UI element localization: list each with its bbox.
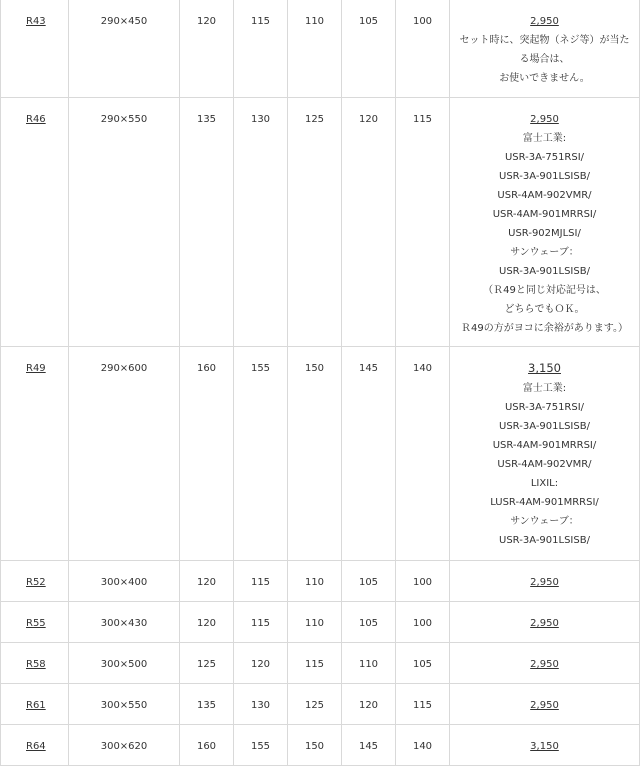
model-code-cell [1,561,69,602]
dimension-cell: 130 [234,684,288,725]
dimension-cell: 100 [396,0,450,98]
table-row [1,602,640,643]
table-row [1,643,640,684]
note-line: USR-902MJLSI/ [508,228,581,239]
price-link[interactable]: 2,950 [530,16,559,27]
note-line: る場合は、 [519,54,570,65]
dimension-cell: 100 [396,602,450,643]
dimension-cell: 105 [342,0,396,98]
dimension-cell: 120 [180,561,234,602]
model-code-link[interactable]: R46 [26,114,46,125]
table-row [1,725,640,766]
dimension-cell: 160 [180,725,234,766]
table-row [1,684,640,725]
note-line: Ｒ49の方がヨコに余裕があります。） [461,323,628,334]
dimension-cell: 160 [180,347,234,561]
note-line: お使いできません。 [499,73,590,84]
dimension-cell: 115 [234,0,288,98]
model-code-cell [1,347,69,561]
dimension-cell: 155 [234,725,288,766]
model-code-link[interactable]: R55 [26,618,46,629]
price-note-cell [450,643,640,684]
model-code-cell [1,643,69,684]
table-row [1,561,640,602]
dimension-cell: 120 [342,684,396,725]
price-note-cell [450,725,640,766]
note-line: サンウェーブ： [510,247,579,258]
dimension-cell: 125 [180,643,234,684]
price-link[interactable]: 2,950 [530,577,559,588]
size-cell: 290×450 [69,0,180,98]
size-cell: 290×550 [69,98,180,347]
price-note-cell [450,98,640,347]
note-line: セット時に、突起物（ネジ等）が当た [459,35,630,46]
dimension-cell: 120 [180,602,234,643]
model-code-link[interactable]: R52 [26,577,46,588]
note-line: サンウェーブ： [510,516,579,527]
note-line: LUSR-4AM-901MRRSI/ [490,497,599,508]
dimension-cell: 125 [288,98,342,347]
dimension-cell: 115 [396,684,450,725]
dimension-cell: 110 [288,0,342,98]
dimension-cell: 115 [288,643,342,684]
note-line: どちらでもＯＫ。 [504,304,585,315]
table-row [1,347,640,561]
size-cell: 300×430 [69,602,180,643]
note-line: USR-3A-901LSISB/ [499,171,590,182]
model-code-link[interactable]: R64 [26,741,46,752]
dimension-cell: 125 [288,684,342,725]
dimension-cell: 115 [396,98,450,347]
dimension-cell: 110 [342,643,396,684]
note-line: USR-4AM-902VMR/ [497,459,592,470]
price-link[interactable]: 3,150 [528,361,561,375]
model-code-cell [1,602,69,643]
note-line: USR-4AM-902VMR/ [497,190,592,201]
price-note-cell [450,0,640,98]
size-cell: 300×550 [69,684,180,725]
note-line: （Ｒ49と同じ対応記号は、 [483,285,606,296]
price-link[interactable]: 3,150 [530,741,559,752]
dimension-cell: 130 [234,98,288,347]
note-line: LIXIL: [530,478,559,489]
model-code-cell [1,98,69,347]
dimension-cell: 145 [342,725,396,766]
table-row [1,98,640,347]
dimension-cell: 115 [234,602,288,643]
price-note-cell [450,602,640,643]
dimension-cell: 150 [288,725,342,766]
price-link[interactable]: 2,950 [530,114,559,125]
dimension-cell: 120 [234,643,288,684]
note-line: USR-4AM-901MRRSI/ [492,209,597,220]
note-line: USR-4AM-901MRRSI/ [492,440,597,451]
size-cell: 300×500 [69,643,180,684]
model-code-link[interactable]: R61 [26,700,46,711]
dimension-cell: 115 [234,561,288,602]
dimension-cell: 135 [180,98,234,347]
dimension-cell: 105 [342,561,396,602]
price-note-cell [450,561,640,602]
dimension-cell: 135 [180,684,234,725]
dimension-cell: 100 [396,561,450,602]
price-note-cell [450,347,640,561]
price-link[interactable]: 2,950 [530,618,559,629]
note-line: USR-3A-901LSISB/ [499,266,590,277]
price-note-cell [450,684,640,725]
model-code-link[interactable]: R58 [26,659,46,670]
dimension-cell: 140 [396,347,450,561]
model-code-cell [1,0,69,98]
dimension-cell: 120 [342,98,396,347]
note-line: USR-3A-901LSISB/ [499,421,590,432]
dimension-cell: 105 [342,602,396,643]
note-line: USR-3A-751RSI/ [504,152,585,163]
dimension-cell: 110 [288,602,342,643]
note-line: 富士工業: [522,133,567,144]
size-cell: 290×600 [69,347,180,561]
dimension-cell: 145 [342,347,396,561]
model-code-link[interactable]: R49 [26,363,46,374]
model-code-link[interactable]: R43 [26,16,46,27]
dimension-cell: 155 [234,347,288,561]
dimension-cell: 140 [396,725,450,766]
dimension-cell: 120 [180,0,234,98]
note-line: 富士工業: [522,383,567,394]
price-link[interactable]: 2,950 [530,700,559,711]
table-row [1,0,640,98]
dimension-cell: 110 [288,561,342,602]
price-link[interactable]: 2,950 [530,659,559,670]
model-code-cell [1,684,69,725]
note-line: USR-3A-751RSI/ [504,402,585,413]
model-code-cell [1,725,69,766]
size-cell: 300×400 [69,561,180,602]
note-line: USR-3A-901LSISB/ [499,535,590,546]
dimension-cell: 105 [396,643,450,684]
size-cell: 300×620 [69,725,180,766]
dimension-cell: 150 [288,347,342,561]
